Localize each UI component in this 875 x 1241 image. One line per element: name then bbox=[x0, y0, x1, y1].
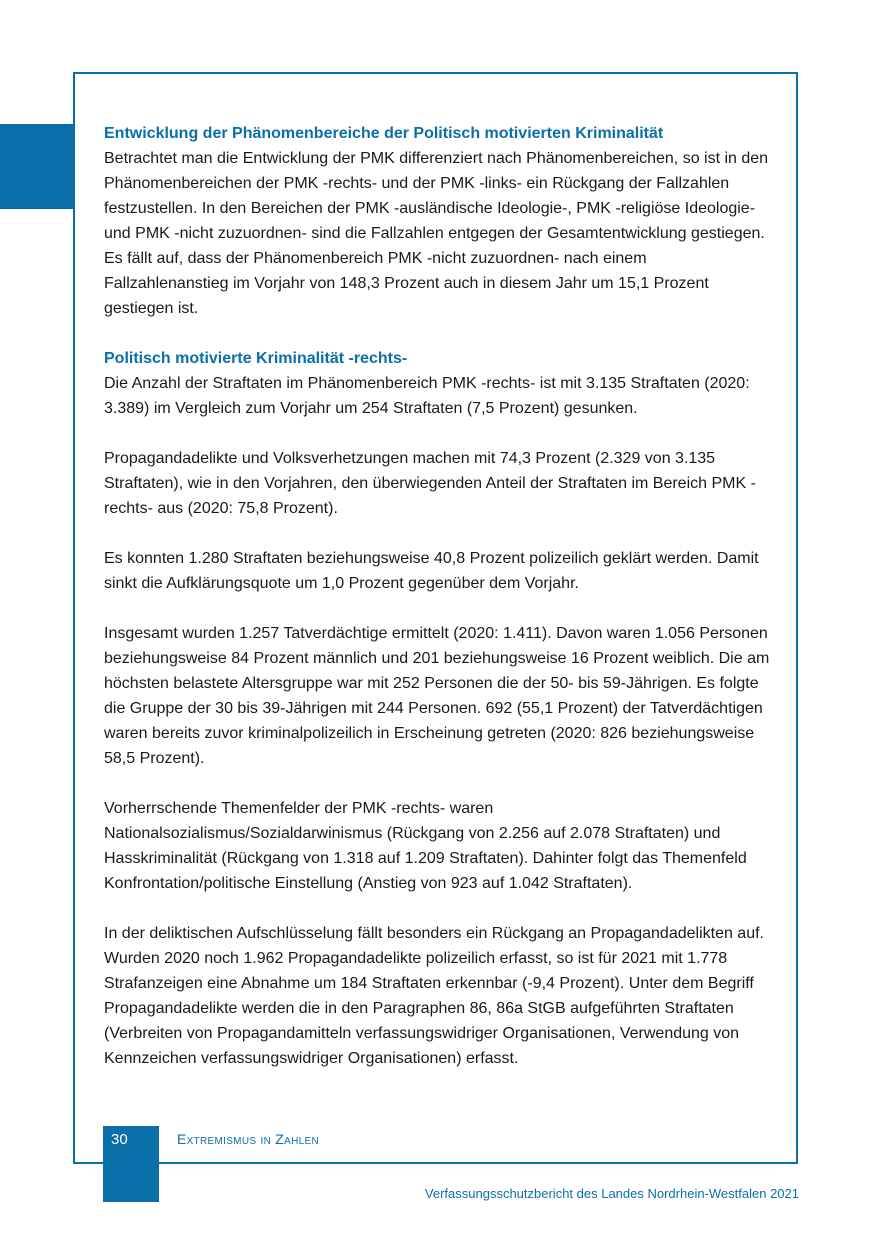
paragraph-rechts-4: Insgesamt wurden 1.257 Tatverdächtige ermittelt (2020: 1.411). Davon waren 1.056 Personen beziehungsweise 84 Prozent männlich und 201 beziehungsweise 16 Prozent weiblich. Die am höchsten belastete Altersgruppe war mit 252 Personen die der 50- bis 59-Jährigen. Es folgte die Gruppe der 30 bis 39-Jährigen mit 244 Personen. 692 (55,1 Prozent) der Tatverdächtigen waren bereits zuvor kriminalpolizeilich in Erscheinung getreten (2020: 826 beziehungsweise 58,5 Prozent). bbox=[104, 625, 770, 767]
paragraph-rechts-6: In der deliktischen Aufschlüsselung fällt besonders ein Rückgang an Propagandadelikten auf. Wurden 2020 noch 1.962 Propagandadelikte polizeilich erfasst, so ist für 2021 mit 1.778 Strafanzeigen eine Abnahme um 184 Straftaten erkennbar (-9,4 Prozent). Unter dem Begriff Propagandadelikte werden die in den Paragraphen 86, 86a StGB aufgeführten Straftaten (Verbreiten von Propagandamitteln verfassungswidriger Organisationen, Verwendung von Kennzeichen verfassungswidriger Organisationen) erfasst. bbox=[104, 925, 764, 1067]
page-number: 30 bbox=[111, 1131, 128, 1148]
publication-footer: Verfassungsschutzbericht des Landes Nordrhein-Westfalen 2021 bbox=[424, 1186, 799, 1201]
section-heading-rechts: Politisch motivierte Kriminalität -rechts- bbox=[104, 350, 408, 367]
paragraph-phenomena: Betrachtet man die Entwicklung der PMK differenziert nach Phänomenbereichen, so ist in den Phänomenbereichen der PMK -rechts- und der PMK -links- ein Rückgang der Fallzahlen festzustellen. In den Bereichen der PMK -ausländische Ideologie-, PMK -religiöse Ideologie- und PMK -nicht zuzuordnen- sind die Fallzahlen entgegen der Gesamtentwicklung gestiegen. Es fällt auf, dass der Phänomenbereich PMK -nicht zuzuordnen- nach einem Fallzahlenanstieg im Vorjahr von 148,3 Prozent auch in diesem Jahr um 15,1 Prozent gestiegen ist. bbox=[104, 150, 769, 317]
paragraph-rechts-3: Es konnten 1.280 Straftaten beziehungsweise 40,8 Prozent polizeilich geklärt werden. Damit sinkt die Aufklärungsquote um 1,0 Prozent gegenüber dem Vorjahr. bbox=[104, 550, 759, 592]
main-content bbox=[104, 121, 774, 1071]
paragraph-rechts-1: Die Anzahl der Straftaten im Phänomenbereich PMK -rechts- ist mit 3.135 Straftaten (2020: 3.389) im Vergleich zum Vorjahr um 254 Straftaten (7,5 Prozent) gesunken. bbox=[104, 375, 750, 417]
section-heading-phenomena: Entwicklung der Phänomenbereiche der Politisch motivierten Kriminalität bbox=[104, 125, 664, 142]
paragraph-rechts-5: Vorherrschende Themenfelder der PMK -rechts- waren Nationalsozialismus/Sozialdarwinismus (Rückgang von 2.256 auf 2.078 Straftaten) und Hasskriminalität (Rückgang von 1.318 auf 1.209 Straftaten). Dahinter folgt das Themenfeld Konfrontation/politische Einstellung (Anstieg von 923 auf 1.042 Straftaten). bbox=[104, 800, 747, 892]
paragraph-rechts-2: Propagandadelikte und Volksverhetzungen machen mit 74,3 Prozent (2.329 von 3.135 Straftaten), wie in den Vorjahren, den überwiegenden Anteil der Straftaten im Bereich PMK -rechts- aus (2020: 75,8 Prozent). bbox=[104, 450, 756, 517]
running-title: Extremismus in Zahlen bbox=[177, 1131, 319, 1147]
side-tab-marker bbox=[0, 124, 74, 209]
